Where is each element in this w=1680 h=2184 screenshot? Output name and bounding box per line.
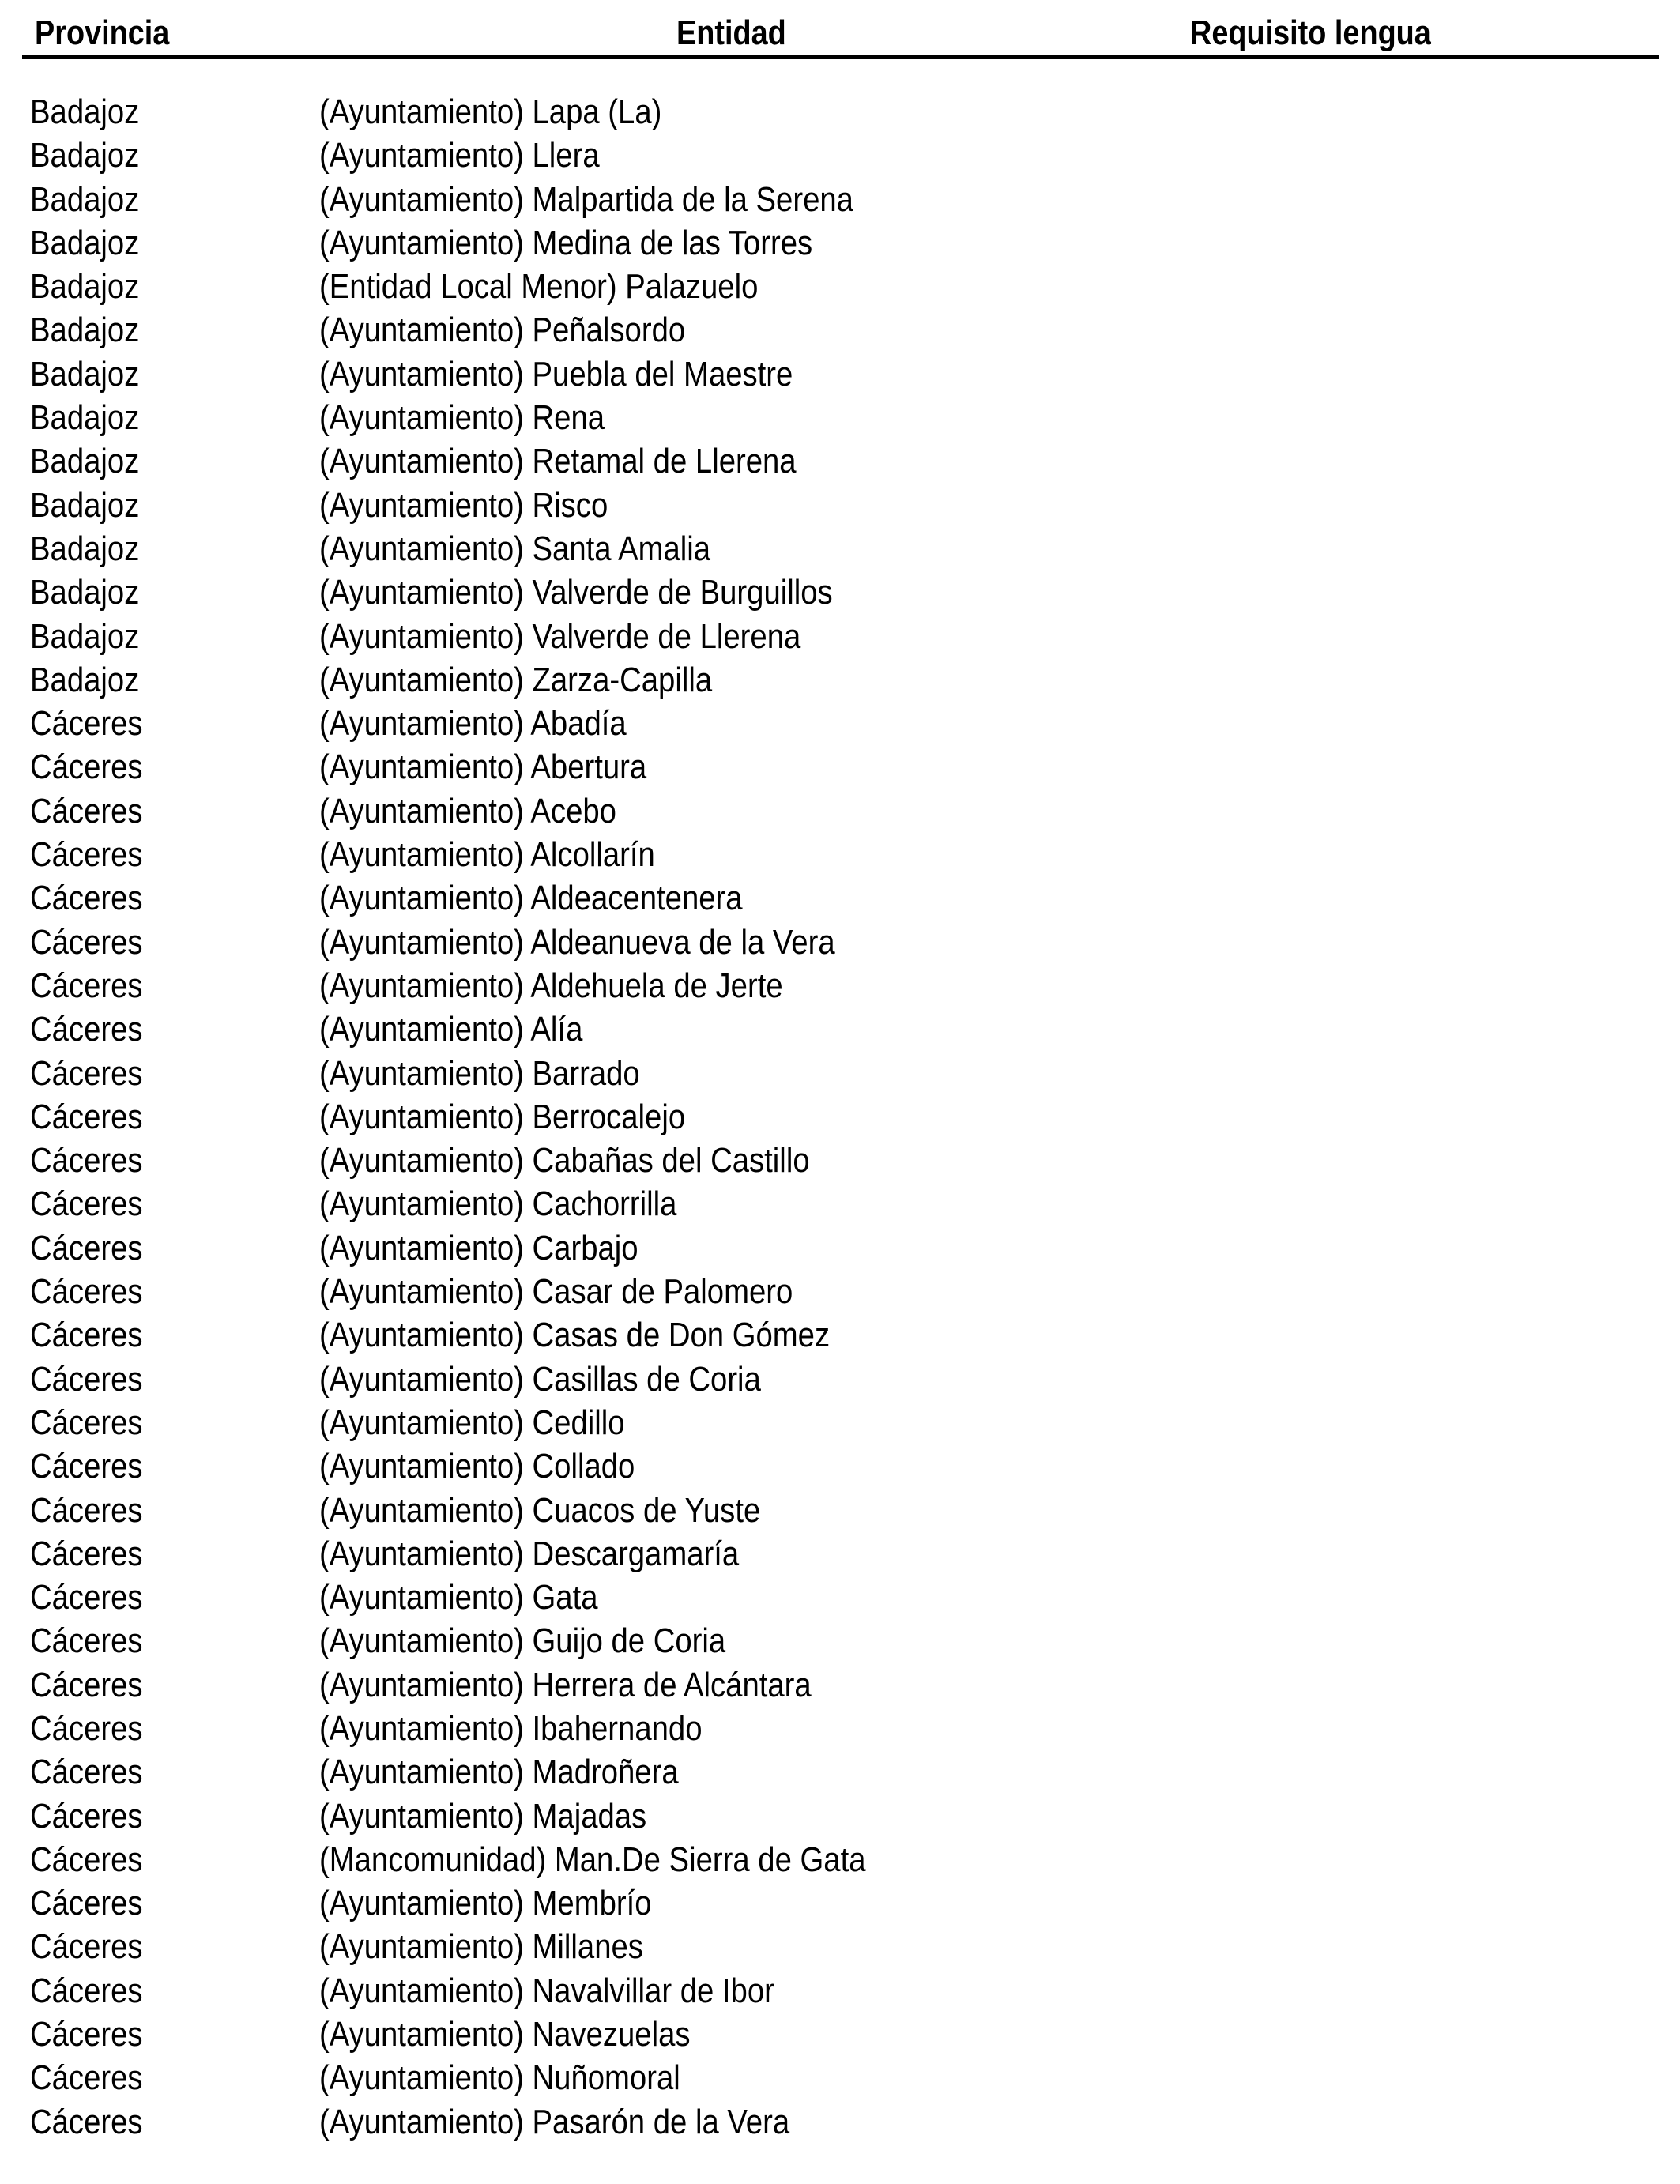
cell-provincia: Cáceres (30, 1621, 143, 1661)
table-row (0, 1270, 1680, 1313)
cell-entidad: (Ayuntamiento) Zarza-Capilla (319, 660, 713, 699)
cell-provincia: Badajoz (30, 267, 140, 307)
cell-entidad: (Entidad Local Menor) Palazuelo (319, 267, 759, 307)
table-row (0, 1444, 1680, 1488)
cell-entidad: (Ayuntamiento) Acebo (319, 791, 616, 830)
table-row (0, 1576, 1680, 1619)
column-header-entidad: Entidad (676, 13, 786, 52)
cell-entidad: (Ayuntamiento) Abertura (319, 747, 647, 787)
table-row (0, 1401, 1680, 1444)
cell-entidad: (Ayuntamiento) Medina de las Torres (319, 223, 813, 262)
cell-provincia: Cáceres (30, 1447, 143, 1486)
table-row (0, 2100, 1680, 2144)
cell-entidad: (Ayuntamiento) Cedillo (319, 1403, 625, 1442)
table-row (0, 439, 1680, 483)
table-row (0, 134, 1680, 177)
table-row (0, 702, 1680, 745)
table-row (0, 570, 1680, 614)
table-row (0, 1925, 1680, 1968)
cell-entidad: (Ayuntamiento) Casillas de Coria (319, 1359, 761, 1399)
cell-entidad: (Ayuntamiento) Guijo de Coria (319, 1621, 726, 1661)
cell-provincia: Badajoz (30, 136, 140, 175)
table-row (0, 1226, 1680, 1270)
table-row (0, 789, 1680, 833)
cell-provincia: Cáceres (30, 1927, 143, 1967)
table-row (0, 527, 1680, 570)
cell-provincia: Cáceres (30, 1578, 143, 1617)
cell-provincia: Cáceres (30, 791, 143, 830)
cell-entidad: (Ayuntamiento) Santa Amalia (319, 529, 711, 568)
table-row (0, 876, 1680, 920)
cell-provincia: Cáceres (30, 1534, 143, 1573)
table-row (0, 745, 1680, 789)
cell-entidad: (Ayuntamiento) Navalvillar de Ibor (319, 1971, 774, 2010)
cell-provincia: Badajoz (30, 223, 140, 262)
cell-provincia: Cáceres (30, 2058, 143, 2098)
table-row (0, 1881, 1680, 1925)
table-row (0, 1663, 1680, 1707)
cell-provincia: Cáceres (30, 1971, 143, 2010)
table-row (0, 1139, 1680, 1182)
cell-entidad: (Ayuntamiento) Malpartida de la Serena (319, 179, 853, 219)
cell-entidad: (Ayuntamiento) Majadas (319, 1796, 647, 1836)
cell-entidad: (Ayuntamiento) Herrera de Alcántara (319, 1665, 812, 1704)
cell-provincia: Cáceres (30, 1316, 143, 1355)
table-row (0, 484, 1680, 527)
cell-entidad: (Ayuntamiento) Retamal de Llerena (319, 442, 797, 481)
table-row (0, 1532, 1680, 1576)
cell-provincia: Badajoz (30, 573, 140, 612)
cell-provincia: Cáceres (30, 2015, 143, 2054)
cell-provincia: Badajoz (30, 442, 140, 481)
table-row (0, 1313, 1680, 1357)
cell-entidad: (Ayuntamiento) Pasarón de la Vera (319, 2102, 790, 2141)
table-row (0, 352, 1680, 396)
table-row (0, 1095, 1680, 1139)
table-row (0, 1007, 1680, 1051)
table-row (0, 2056, 1680, 2099)
cell-entidad: (Ayuntamiento) Gata (319, 1578, 598, 1617)
table-row (0, 1052, 1680, 1095)
cell-provincia: Cáceres (30, 747, 143, 787)
table-row (0, 221, 1680, 265)
cell-entidad: (Ayuntamiento) Alcollarín (319, 835, 655, 875)
cell-entidad: (Ayuntamiento) Madroñera (319, 1753, 679, 1792)
cell-provincia: Badajoz (30, 660, 140, 699)
table-row (0, 2013, 1680, 2056)
cell-provincia: Cáceres (30, 1228, 143, 1267)
cell-provincia: Badajoz (30, 311, 140, 350)
cell-provincia: Badajoz (30, 485, 140, 525)
cell-provincia: Cáceres (30, 1403, 143, 1442)
cell-provincia: Cáceres (30, 1839, 143, 1879)
table-row (0, 1969, 1680, 2013)
cell-provincia: Badajoz (30, 92, 140, 131)
cell-entidad: (Ayuntamiento) Nuñomoral (319, 2058, 680, 2098)
cell-entidad: (Ayuntamiento) Casar de Palomero (319, 1272, 793, 1312)
table-row (0, 658, 1680, 702)
cell-entidad: (Ayuntamiento) Cabañas del Castillo (319, 1141, 810, 1180)
cell-provincia: Badajoz (30, 398, 140, 438)
cell-provincia: Cáceres (30, 879, 143, 918)
cell-provincia: Cáceres (30, 2102, 143, 2141)
table-header (0, 0, 1680, 62)
cell-provincia: Cáceres (30, 1097, 143, 1136)
cell-entidad: (Ayuntamiento) Carbajo (319, 1228, 638, 1267)
table-row (0, 1182, 1680, 1226)
table-row (0, 1838, 1680, 1881)
table-row (0, 833, 1680, 876)
column-header-requisito-lengua: Requisito lengua (1190, 13, 1431, 52)
cell-provincia: Cáceres (30, 1753, 143, 1792)
cell-entidad: (Ayuntamiento) Ibahernando (319, 1708, 703, 1748)
cell-entidad: (Ayuntamiento) Lapa (La) (319, 92, 662, 131)
cell-entidad: (Ayuntamiento) Aldeanueva de la Vera (319, 922, 835, 962)
column-header-provincia: Provincia (35, 13, 170, 52)
cell-provincia: Cáceres (30, 704, 143, 744)
table-row (0, 90, 1680, 134)
cell-provincia: Cáceres (30, 966, 143, 1005)
cell-entidad: (Ayuntamiento) Berrocalejo (319, 1097, 686, 1136)
table-row (0, 615, 1680, 658)
cell-provincia: Cáceres (30, 1708, 143, 1748)
table-row (0, 1750, 1680, 1794)
cell-entidad: (Ayuntamiento) Collado (319, 1447, 635, 1486)
cell-provincia: Cáceres (30, 1010, 143, 1049)
cell-entidad: (Ayuntamiento) Puebla del Maestre (319, 354, 793, 393)
cell-entidad: (Ayuntamiento) Millanes (319, 1927, 643, 1967)
cell-entidad: (Ayuntamiento) Valverde de Burguillos (319, 573, 833, 612)
table-row (0, 964, 1680, 1007)
table-row (0, 265, 1680, 308)
cell-provincia: Cáceres (30, 1272, 143, 1312)
cell-entidad: (Ayuntamiento) Cuacos de Yuste (319, 1490, 761, 1530)
cell-provincia: Cáceres (30, 1884, 143, 1923)
cell-entidad: (Ayuntamiento) Barrado (319, 1053, 640, 1093)
table-row (0, 1794, 1680, 1838)
cell-provincia: Cáceres (30, 1490, 143, 1530)
cell-entidad: (Ayuntamiento) Risco (319, 485, 608, 525)
cell-provincia: Badajoz (30, 529, 140, 568)
cell-entidad: (Ayuntamiento) Aldeacentenera (319, 879, 743, 918)
table-row (0, 396, 1680, 439)
cell-provincia: Cáceres (30, 1184, 143, 1224)
cell-provincia: Cáceres (30, 1359, 143, 1399)
cell-entidad: (Ayuntamiento) Peñalsordo (319, 311, 686, 350)
table-row (0, 1357, 1680, 1401)
table-row (0, 308, 1680, 352)
cell-entidad: (Ayuntamiento) Llera (319, 136, 600, 175)
cell-entidad: (Ayuntamiento) Abadía (319, 704, 627, 744)
cell-entidad: (Ayuntamiento) Cachorrilla (319, 1184, 677, 1224)
cell-provincia: Cáceres (30, 835, 143, 875)
cell-entidad: (Ayuntamiento) Valverde de Llerena (319, 616, 801, 656)
cell-entidad: (Ayuntamiento) Casas de Don Gómez (319, 1316, 831, 1355)
table-row (0, 1489, 1680, 1532)
cell-entidad: (Ayuntamiento) Aldehuela de Jerte (319, 966, 783, 1005)
cell-entidad: (Ayuntamiento) Rena (319, 398, 605, 438)
cell-provincia: Cáceres (30, 1665, 143, 1704)
table-row (0, 921, 1680, 964)
cell-provincia: Badajoz (30, 179, 140, 219)
cell-provincia: Cáceres (30, 1141, 143, 1180)
cell-entidad: (Ayuntamiento) Descargamaría (319, 1534, 740, 1573)
cell-provincia: Cáceres (30, 1053, 143, 1093)
table-row (0, 1707, 1680, 1750)
table-body (0, 90, 1680, 2144)
cell-entidad: (Ayuntamiento) Navezuelas (319, 2015, 691, 2054)
cell-provincia: Badajoz (30, 616, 140, 656)
cell-entidad: (Ayuntamiento) Membrío (319, 1884, 652, 1923)
cell-provincia: Badajoz (30, 354, 140, 393)
cell-entidad: (Mancomunidad) Man.De Sierra de Gata (319, 1839, 866, 1879)
table-row (0, 1619, 1680, 1662)
cell-provincia: Cáceres (30, 922, 143, 962)
cell-provincia: Cáceres (30, 1796, 143, 1836)
header-divider (22, 55, 1659, 59)
table-row (0, 178, 1680, 221)
cell-entidad: (Ayuntamiento) Alía (319, 1010, 583, 1049)
